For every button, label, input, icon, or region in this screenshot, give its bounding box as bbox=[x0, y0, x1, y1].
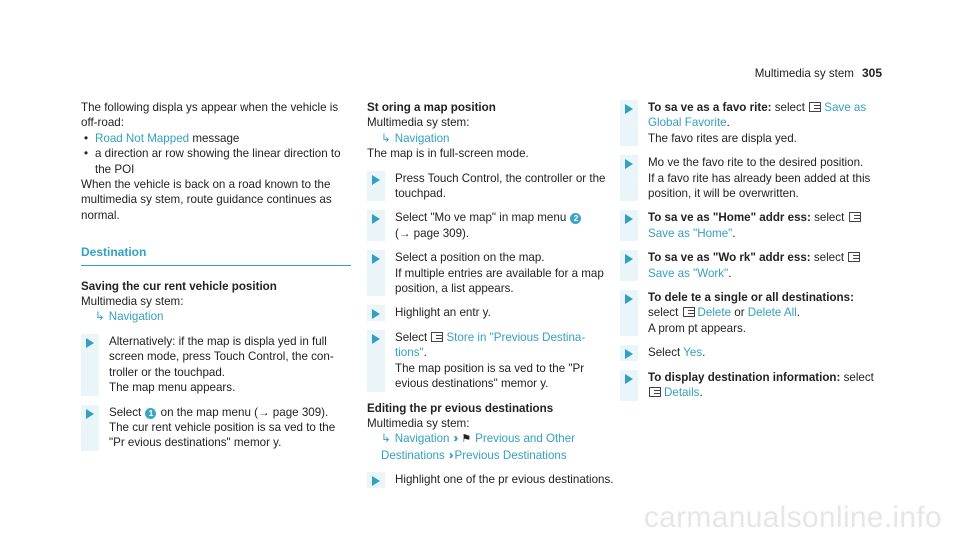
step-text: To dele te a single or all destinations: select Delete or Delete All. A prom pt appears. bbox=[648, 291, 854, 335]
delete-all-link[interactable]: Delete All bbox=[747, 306, 797, 320]
step bbox=[620, 370, 882, 401]
yes-link[interactable]: Yes bbox=[683, 346, 703, 360]
play-triangle-icon bbox=[625, 254, 633, 264]
step-marker bbox=[367, 330, 385, 392]
arrow-return-icon: ↳ bbox=[95, 310, 105, 324]
nav-path bbox=[81, 309, 351, 324]
play-triangle-icon bbox=[625, 294, 633, 304]
offroad-bullets bbox=[81, 131, 351, 177]
step-text: To display destination information: select Details. bbox=[648, 370, 874, 400]
step bbox=[620, 155, 882, 201]
callout-2-icon: 2 bbox=[570, 213, 581, 224]
arrow-return-icon: ↳ bbox=[381, 131, 391, 145]
step-marker bbox=[367, 210, 385, 241]
play-triangle-icon bbox=[86, 338, 94, 348]
subheading-saving-position: Saving the cur rent vehicle position bbox=[81, 279, 277, 293]
step bbox=[367, 305, 614, 320]
list-item: • Road Not Mapped message bbox=[84, 131, 240, 145]
step bbox=[367, 210, 614, 241]
fullscreen-note: The map is in full-screen mode. bbox=[367, 147, 529, 161]
column-2 bbox=[367, 100, 614, 488]
play-triangle-icon bbox=[625, 214, 633, 224]
page-header bbox=[755, 66, 882, 81]
step bbox=[367, 472, 614, 487]
play-triangle-icon bbox=[372, 214, 380, 224]
step bbox=[81, 405, 351, 451]
offroad-intro: The following displa ys appear when the vehicle is off-road: bbox=[81, 101, 339, 130]
navigation-link[interactable]: Navigation bbox=[108, 310, 164, 324]
system-label: Multimedia sy stem: bbox=[367, 416, 470, 430]
offroad-after: When the vehicle is back on a road known to the multimedia sy stem, route guidance continues as normal. bbox=[81, 178, 332, 222]
step-marker bbox=[367, 171, 385, 202]
save-work-link[interactable]: Save as "Work" bbox=[648, 266, 729, 280]
system-label: Multimedia sy stem: bbox=[81, 295, 184, 309]
step-text: Select Yes. bbox=[648, 346, 706, 360]
details-link[interactable]: Details bbox=[664, 386, 700, 400]
step-marker bbox=[81, 334, 99, 396]
step bbox=[367, 171, 614, 202]
step-text: Select "Mo ve map" in map menu 2 (→ page 309). bbox=[395, 210, 614, 241]
section-heading-destination: Destination bbox=[81, 245, 351, 265]
save-global-favorite-link[interactable]: Save as Global Favorite bbox=[648, 101, 867, 130]
menu-icon bbox=[809, 102, 821, 112]
system-label: Multimedia sy stem: bbox=[367, 116, 470, 130]
nav-path bbox=[367, 431, 614, 463]
step-marker bbox=[620, 290, 638, 336]
play-triangle-icon bbox=[625, 374, 633, 384]
step bbox=[367, 250, 614, 296]
watermark: carmanualsonline.info bbox=[643, 500, 942, 534]
chevron-double-right-icon: ›› bbox=[453, 432, 456, 446]
nav-path bbox=[367, 131, 614, 146]
step-marker bbox=[620, 345, 638, 360]
step-text: Mo ve the favo rite to the desired position. If a favo rite has already been added at this position, it will be overwritten. bbox=[648, 156, 871, 201]
step bbox=[367, 330, 614, 392]
play-triangle-icon bbox=[625, 349, 633, 359]
step-text: To sa ve as a favo rite: select Save as Global Favorite. The favo rites are displa yed. bbox=[648, 101, 867, 145]
menu-icon bbox=[683, 307, 695, 317]
step bbox=[620, 100, 882, 146]
callout-1-icon: 1 bbox=[145, 408, 156, 419]
column-1 bbox=[81, 100, 351, 451]
step bbox=[620, 290, 882, 336]
header-title: Multimedia sy stem bbox=[754, 67, 854, 80]
play-triangle-icon bbox=[625, 104, 633, 114]
step-marker bbox=[620, 155, 638, 201]
step-marker bbox=[367, 472, 385, 487]
step-text: Press Touch Control, the controller or the touchpad. bbox=[395, 171, 606, 201]
step-text: Highlight an entr y. bbox=[395, 306, 491, 320]
list-item: • a direction ar row showing the linear direction to the POI bbox=[84, 147, 341, 176]
menu-icon bbox=[848, 252, 860, 262]
step-text: To sa ve as "Wo rk" addr ess: select Save as "Work". bbox=[648, 250, 882, 281]
step-marker bbox=[367, 305, 385, 320]
chevron-double-right-icon: ›› bbox=[448, 448, 451, 462]
delete-link[interactable]: Delete bbox=[697, 306, 732, 320]
step-marker bbox=[81, 405, 99, 451]
play-triangle-icon bbox=[372, 309, 380, 319]
step-marker bbox=[620, 250, 638, 281]
menu-icon bbox=[849, 212, 861, 222]
road-not-mapped-link[interactable]: Road Not Mapped bbox=[95, 131, 190, 145]
page-number: 305 bbox=[861, 66, 882, 80]
navigation-link[interactable]: Navigation bbox=[394, 131, 450, 145]
play-triangle-icon bbox=[372, 175, 380, 185]
step bbox=[620, 210, 882, 241]
step-text: To sa ve as "Home" addr ess: select Save as "Home". bbox=[648, 210, 882, 241]
column-3 bbox=[620, 100, 882, 401]
menu-icon bbox=[431, 332, 443, 342]
play-triangle-icon bbox=[372, 476, 380, 486]
save-home-link[interactable]: Save as "Home" bbox=[648, 226, 733, 240]
subheading-storing-map: St oring a map position bbox=[367, 101, 496, 114]
step-marker bbox=[620, 100, 638, 146]
step bbox=[620, 345, 882, 360]
menu-icon bbox=[649, 387, 661, 397]
play-triangle-icon bbox=[372, 254, 380, 264]
play-triangle-icon bbox=[86, 409, 94, 419]
play-triangle-icon bbox=[372, 334, 380, 344]
step-marker bbox=[620, 370, 638, 401]
previous-destinations-link[interactable]: Previous Destinations bbox=[454, 448, 567, 462]
store-previous-link[interactable]: Store in "Previous Destina‐ tions" bbox=[395, 330, 586, 360]
play-triangle-icon bbox=[625, 159, 633, 169]
previous-and-other-link[interactable]: Previous and Other Destinations bbox=[381, 432, 576, 462]
step bbox=[620, 250, 882, 281]
step-text: Select Store in "Previous Destina‐ tions". The map position is sa ved to the "Pr evious destinations" memor y. bbox=[395, 330, 586, 391]
step-text: Highlight one of the pr evious destinations. bbox=[395, 473, 614, 487]
navigation-link[interactable]: Navigation bbox=[394, 432, 450, 446]
step bbox=[81, 334, 351, 396]
step-text: Select a position on the map. If multiple entries are available for a map position, a list appears. bbox=[395, 251, 604, 296]
subheading-editing-previous: Editing the pr evious destinations bbox=[367, 401, 554, 415]
step-text: Alternatively: if the map is displa yed in full screen mode, press Touch Control, the con‐ troller or the touchpad. The map menu appears. bbox=[109, 334, 334, 395]
step-marker bbox=[620, 210, 638, 241]
arrow-return-icon: ↳ bbox=[381, 432, 391, 446]
step-text: Select 1 on the map menu (→ page 309). The cur rent vehicle position is sa ved to the "Pr evious destinations" memor y. bbox=[109, 405, 336, 450]
step-marker bbox=[367, 250, 385, 296]
flag-icon: ⚑ bbox=[461, 433, 472, 446]
